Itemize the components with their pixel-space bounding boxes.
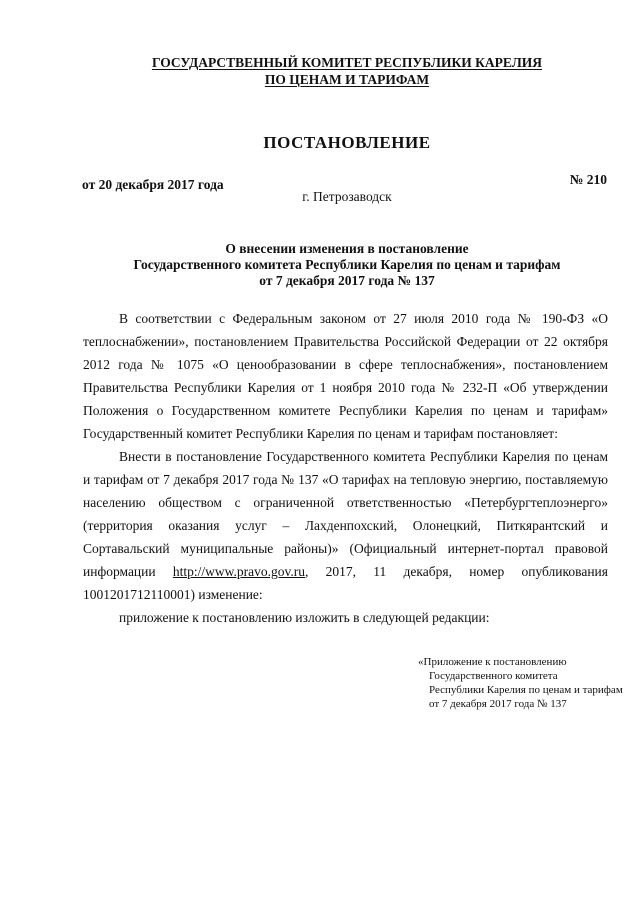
body-paragraph-1: В соответствии с Федеральным законом от 27 июля 2010 года № 190-ФЗ «О теплоснабжении», постановлением Правительства Российской Федерации от 22 октября 2012 года № 1075 «О ценообразовании в сфере теплоснабжения», постановлением Правительства Республики Карелия от 1 ноября 2010 года № 232-П «Об утверждении Положения о Государственном комитете Республики Карелия по ценам и тарифам» Государственный комитет Республики Карелия по ценам и тарифам постановляет:: [83, 311, 608, 441]
appendix-line1: «Приложение к постановлению: [418, 656, 567, 668]
body-paragraph-3: приложение к постановлению изложить в следующей редакции:: [119, 610, 490, 625]
appendix-line4: от 7 декабря 2017 года № 137: [429, 698, 567, 710]
subject-line1: О внесении изменения в постановление: [225, 241, 469, 256]
agency-name-line1: ГОСУДАРСТВЕННЫЙ КОМИТЕТ РЕСПУБЛИКИ КАРЕЛИЯ: [151, 55, 543, 70]
appendix-line2: Государственного комитета: [429, 670, 558, 682]
pravo-portal-link[interactable]: http://www.pravo.gov.ru: [172, 564, 305, 579]
document-place: г. Петрозаводск: [302, 189, 392, 204]
document-number: № 210: [569, 172, 607, 187]
document-type: ПОСТАНОВЛЕНИЕ: [263, 133, 431, 152]
appendix-line3: Республики Карелия по ценам и тарифам: [429, 684, 623, 696]
paragraph-2-text-end: , 2017, 11 декабря, номер опубликования 1001201712110001) изменение:: [83, 564, 608, 602]
document-body: [83, 307, 608, 629]
body-paragraph-2: [83, 445, 608, 606]
agency-name-line2: ПО ЦЕНАМ И ТАРИФАМ: [264, 72, 430, 87]
subject-line2: Государственного комитета Республики Карелия по ценам и тарифам: [133, 257, 561, 272]
agency-header: [0, 54, 640, 88]
subject-line3: от 7 декабря 2017 года № 137: [259, 273, 435, 288]
appendix-reference: [418, 655, 623, 711]
document-subject: [0, 241, 640, 289]
paragraph-2-text-start: Внести в постановление Государственного комитета Республики Карелия по ценам и тарифам от 7 декабря 2017 года № 137 «О тарифах на тепловую энергию, поставляемую населению обществом с ограниченной ответственностью «Петербургтеплоэнерго» (территория оказания услуг – Лахденпохский, Олонецкий, Питкярантский и Сортавальский муниципальные районы)» (Официальный интернет-портал правовой информации: [83, 449, 608, 579]
document-date: от 20 декабря 2017 года: [82, 177, 224, 192]
